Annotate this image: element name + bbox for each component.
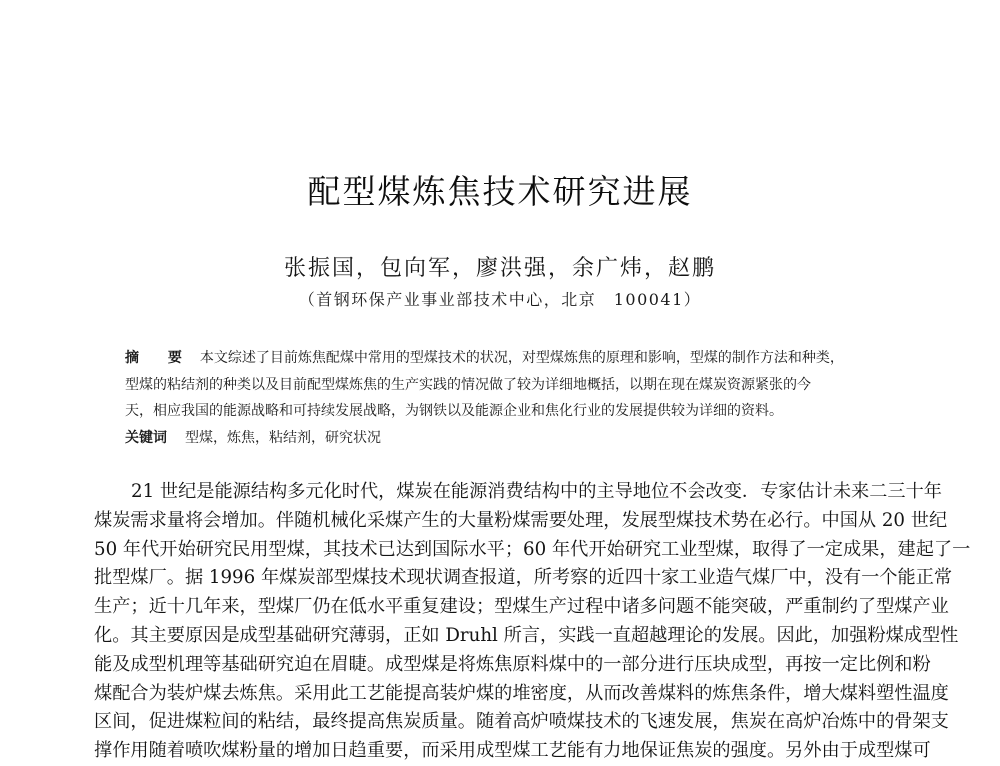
- body-line: 煤配合为装炉煤去炼焦。采用此工艺能提高装炉煤的堆密度，从而改善煤料的炼焦条件，增大煤料塑性温度: [94, 682, 949, 704]
- body-line: 煤炭需求量将会增加。伴随机械化采煤产生的大量粉煤需要处理，发展型煤技术势在必行。中国从 20 世纪: [94, 509, 948, 531]
- body-line: 区间，促进煤粒间的粘结，最终提高焦炭质量。随着高炉喷煤技术的飞速发展，焦炭在高炉冶炼中的骨架支: [94, 711, 949, 733]
- abstract-label: 摘 要: [125, 350, 194, 366]
- keywords-line: [125, 425, 870, 452]
- body-line: 能及成型机理等基础研究迫在眉睫。成型煤是将炼焦原料煤中的一部分进行压块成型，再按一定比例和粉: [94, 653, 931, 675]
- affiliation: （首钢环保产业事业部技术中心，北京 100041）: [298, 290, 702, 309]
- author-list: 张振国，包向军，廖洪强，余广炜，赵鹏: [283, 256, 716, 281]
- body-text: [94, 478, 971, 766]
- body-line: 化。其主要原因是成型基础研究薄弱，正如 Druhl 所言，实践一直超越理论的发展。因此，加强粉煤成型性: [94, 624, 959, 646]
- body-line: 21 世纪是能源结构多元化时代，煤炭在能源消费结构中的主导地位不会改变．专家估计未来二三十年: [131, 481, 942, 502]
- body-line: 生产；近十几年来，型煤厂仍在低水平重复建设；型煤生产过程中诸多问题不能突破，严重制约了型煤产业: [94, 596, 949, 618]
- body-line: 撑作用随着喷吹煤粉量的增加日趋重要，而采用成型煤工艺能有力地保证焦炭的强度。另外由于成型煤可: [94, 740, 931, 762]
- keywords-label: 关键词: [125, 429, 167, 446]
- abstract-block: [125, 345, 870, 451]
- abstract-line: [125, 345, 870, 372]
- keywords-value: 型煤，炼焦，粘结剂，研究状况: [185, 429, 381, 446]
- abstract-text: 本文综述了目前炼焦配煤中常用的型煤技术的状况，对型煤炼焦的原理和影响，型煤的制作方法和种类，: [199, 350, 844, 366]
- body-line: 批型煤厂。据 1996 年煤炭部型煤技术现状调查报道，所考察的近四十家工业造气煤厂中，没有一个能正常: [94, 567, 953, 589]
- paper-title: 配型煤炼焦技术研究进展: [307, 172, 693, 211]
- body-line: 50 年代开始研究民用型煤，其技术已达到国际水平；60 年代开始研究工业型煤，取得了一定成果，建起了一: [94, 538, 971, 560]
- abstract-line: 天，相应我国的能源战略和可持续发展战略，为钢铁以及能源企业和焦化行业的发展提供较为详细的资料。: [125, 403, 783, 419]
- abstract-line: 型煤的粘结剂的种类以及目前配型煤炼焦的生产实践的情况做了较为详细地概括，以期在现在煤炭资源紧张的今: [125, 376, 811, 393]
